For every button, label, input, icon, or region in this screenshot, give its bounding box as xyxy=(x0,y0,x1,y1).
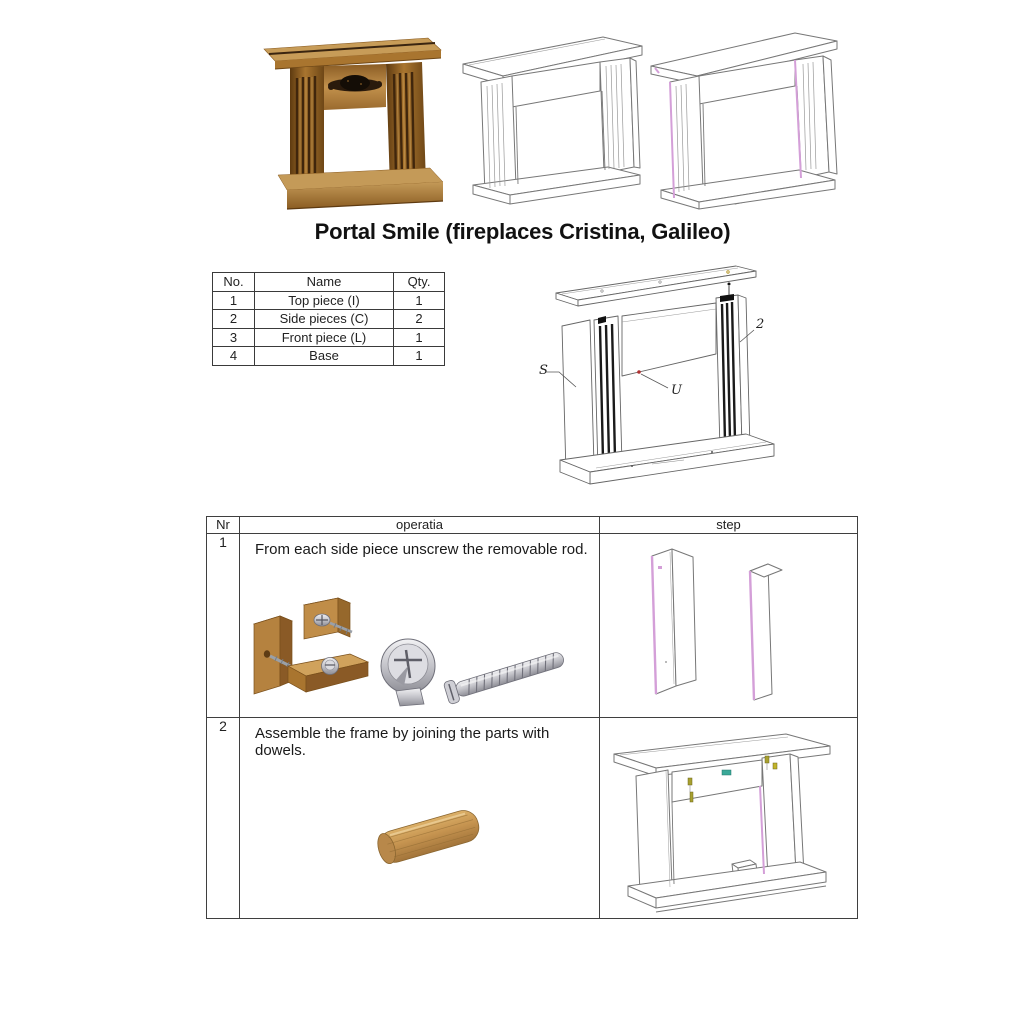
part-no: 3 xyxy=(213,328,255,347)
step-instruction: From each side piece unscrew the removable rod. xyxy=(255,541,588,558)
side-piece-left xyxy=(652,549,696,694)
part-name: Front piece (L) xyxy=(255,328,394,347)
part-name: Side pieces (C) xyxy=(255,310,394,329)
part-no: 1 xyxy=(213,291,255,310)
parts-col-no: No. xyxy=(213,273,255,292)
step-number: 1 xyxy=(207,534,240,718)
table-row xyxy=(213,291,445,310)
steps-col-operatia: operatia xyxy=(240,517,600,534)
part-qty: 1 xyxy=(394,328,445,347)
steps-header-row xyxy=(207,517,858,534)
label-side-piece: 2 xyxy=(756,317,765,332)
part-no: 4 xyxy=(213,347,255,366)
table-row xyxy=(213,347,445,366)
part-qty: 1 xyxy=(394,291,445,310)
left-side-piece-drawing xyxy=(594,316,622,470)
right-side-piece-drawing xyxy=(716,283,750,451)
steps-col-nr: Nr xyxy=(207,517,240,534)
part-name: Top piece (I) xyxy=(255,291,394,310)
part-qty: 1 xyxy=(394,347,445,366)
steps-table xyxy=(206,516,858,919)
part-qty: 2 xyxy=(394,310,445,329)
steps-col-step: step xyxy=(600,517,858,534)
side-piece-right xyxy=(750,564,782,700)
exploded-assembly-diagram xyxy=(532,252,824,508)
removable-rod xyxy=(443,647,566,705)
fireplace-mantel-line-drawing xyxy=(455,24,651,206)
step-row-2 xyxy=(207,718,858,919)
wood-blocks-cam-joint xyxy=(254,598,368,694)
front-piece-drawing xyxy=(562,320,594,473)
table-row xyxy=(213,328,445,347)
hardware-fittings-illustration xyxy=(246,592,586,717)
cam-lock-fastener xyxy=(381,639,435,706)
fireplace-mantel-photo xyxy=(260,32,448,210)
step-row-1 xyxy=(207,534,858,718)
parts-col-name: Name xyxy=(255,273,394,292)
parts-table xyxy=(212,272,445,366)
highlighted-edge xyxy=(760,786,764,874)
label-front-piece: S xyxy=(539,363,548,378)
part-name: Base xyxy=(255,347,394,366)
side-pieces-illustration xyxy=(600,544,858,704)
parts-header-row xyxy=(213,273,445,292)
part-no: 2 xyxy=(213,310,255,329)
parts-col-qty: Qty. xyxy=(394,273,445,292)
step-number: 2 xyxy=(207,718,240,919)
assembled-frame-illustration xyxy=(604,726,854,918)
fireplace-mantel-line-drawing-highlighted xyxy=(645,20,845,210)
step-instruction: Assemble the frame by joining the parts with dowels. xyxy=(255,725,550,759)
label-front-panel: U xyxy=(671,383,682,398)
wooden-dowel-photo xyxy=(352,791,502,883)
table-row xyxy=(213,310,445,329)
page-title: Portal Smile (fireplaces Cristina, Galileo) xyxy=(314,219,731,244)
front-panel-drawing xyxy=(622,303,716,376)
